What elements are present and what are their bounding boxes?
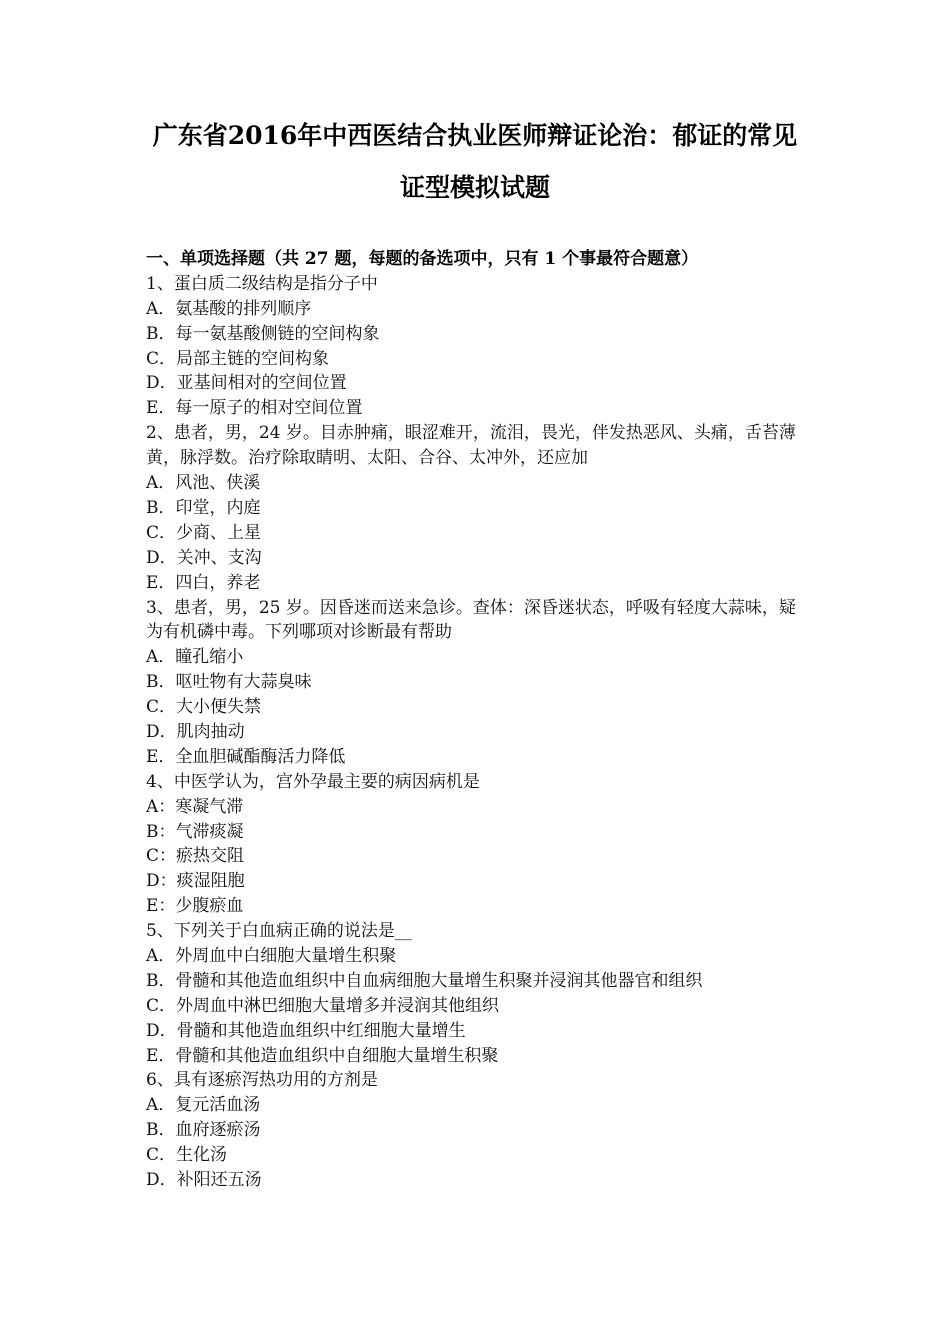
answer-option: C：瘀热交阻 [146, 846, 245, 867]
question-stem: 5、下列关于白血病正确的说法是__ [146, 921, 412, 942]
question-stem: 3、患者，男，25 岁。因昏迷而送来急诊。查体：深昏迷状态，呼吸有轻度大蒜味，疑为有机磷中毒。下列哪项对诊断最有帮助 [146, 597, 796, 643]
question-stem: 2、患者，男，24 岁。目赤肿痛，眼涩难开，流泪，畏光，伴发热恶风、头痛，舌苔薄黄，脉浮数。治疗除取睛明、太阳、合谷、太冲外，还应加 [146, 423, 796, 469]
answer-option: E．骨髓和其他造血组织中自细胞大量增生积聚 [146, 1045, 499, 1066]
answer-option: D．骨髓和其他造血组织中红细胞大量增生 [146, 1020, 466, 1041]
answer-option: D：痰湿阻胞 [146, 871, 245, 892]
answer-option: D．亚基间相对的空间位置 [146, 373, 347, 394]
answer-option: B．每一氨基酸侧链的空间构象 [146, 323, 380, 344]
answer-option: C．少商、上星 [146, 522, 262, 543]
answer-option: C．外周血中淋巴细胞大量增多并浸润其他组织 [146, 995, 500, 1016]
document-body [146, 247, 836, 1193]
answer-option: A．氨基酸的排列顺序 [146, 298, 312, 319]
answer-option: D．关冲、支沟 [146, 547, 262, 568]
answer-option: C．生化汤 [146, 1145, 228, 1166]
answer-option: A．瞳孔缩小 [146, 647, 244, 668]
document-title-line-2: 证型模拟试题 [399, 173, 550, 202]
answer-option: D．补阳还五汤 [146, 1170, 262, 1191]
answer-option: A．复元活血汤 [146, 1095, 261, 1116]
answer-option: B．印堂，内庭 [146, 497, 261, 518]
answer-option: A：寒凝气滞 [146, 796, 244, 817]
answer-option: A．风池、侠溪 [146, 473, 261, 494]
section-heading: 一、单项选择题（共 27 题，每题的备选项中，只有 1 个事最符合题意） [146, 249, 699, 269]
answer-option: B．血府逐瘀汤 [146, 1120, 261, 1141]
question-stem: 6、具有逐瘀泻热功用的方剂是 [146, 1070, 378, 1091]
answer-option: B．呕吐物有大蒜臭味 [146, 672, 312, 693]
answer-option: A．外周血中白细胞大量增生积聚 [146, 946, 397, 966]
answer-option: E．四白，养老 [146, 572, 261, 593]
question-stem: 1、蛋白质二级结构是指分子中 [146, 273, 378, 294]
answer-option: E．全血胆碱酯酶活力降低 [146, 746, 346, 767]
answer-option: B．骨髓和其他造血组织中自血病细胞大量增生积聚并浸润其他器官和组织 [146, 970, 703, 991]
answer-option: E：少腹瘀血 [146, 896, 244, 917]
answer-option: C．局部主链的空间构象 [146, 348, 330, 369]
answer-option: D．肌肉抽动 [146, 721, 245, 742]
answer-option: B：气滞痰凝 [146, 821, 244, 842]
document-title-line-1: 广东省2016年中西医结合执业医师辩证论治：郁证的常见 [152, 121, 798, 150]
answer-option: C．大小便失禁 [146, 697, 262, 718]
answer-option: E．每一原子的相对空间位置 [146, 398, 363, 419]
question-stem: 4、中医学认为，宫外孕最主要的病因病机是 [146, 771, 480, 792]
